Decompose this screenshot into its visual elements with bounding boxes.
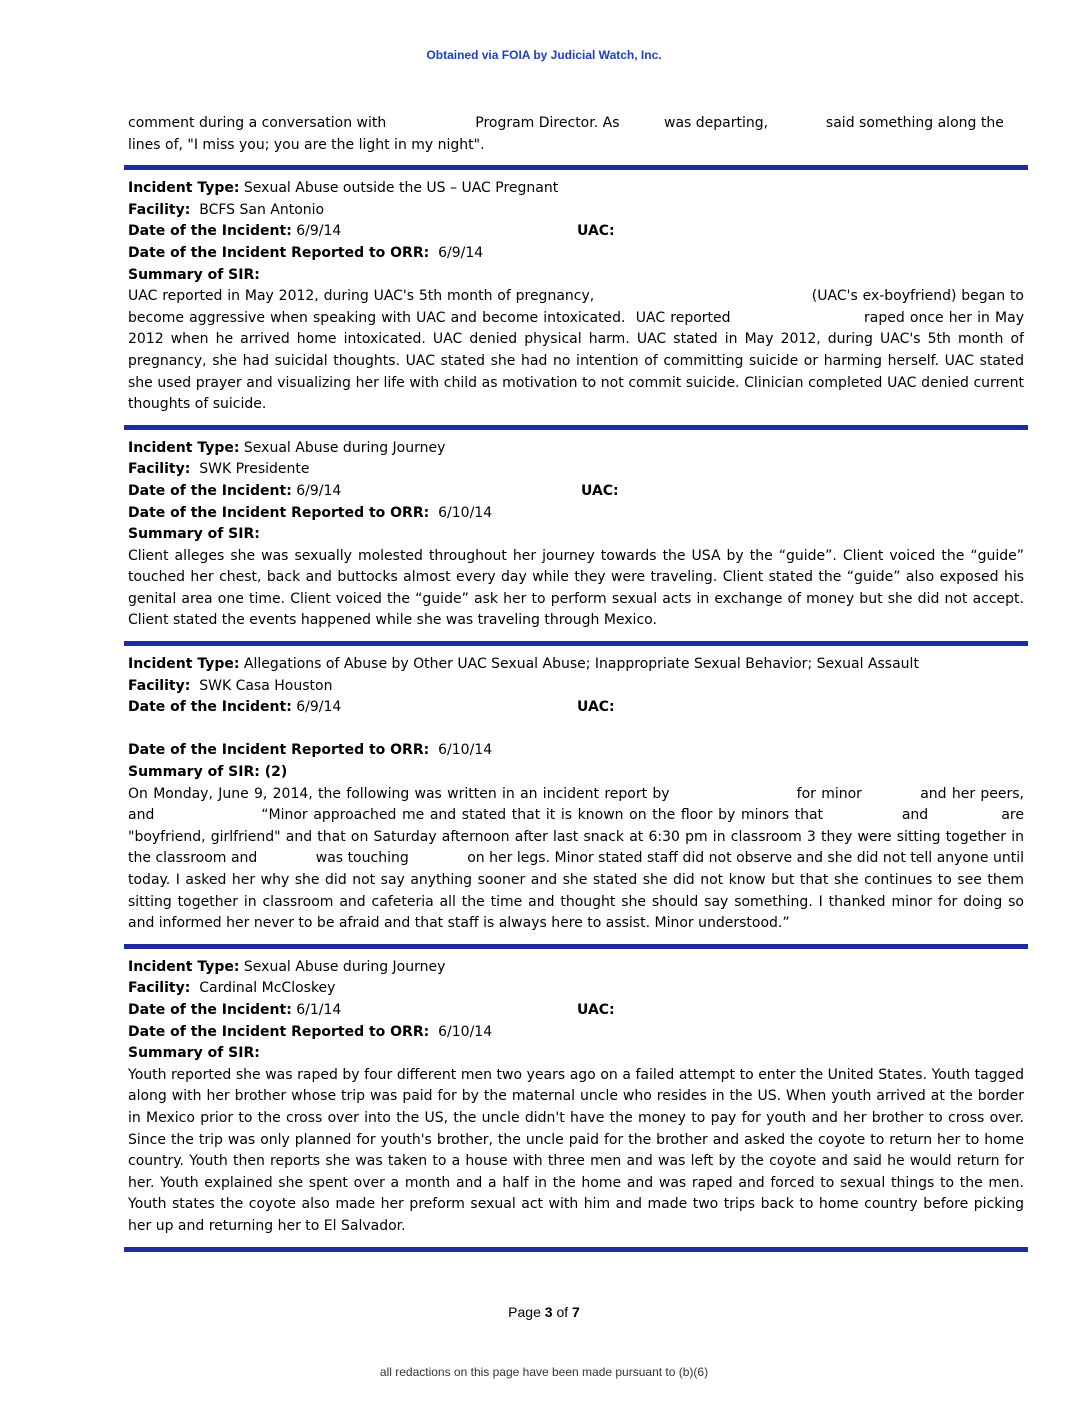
uac-label: UAC: — [581, 482, 619, 499]
facility-row — [128, 459, 1024, 481]
date-reported-value: 6/10/14 — [438, 742, 493, 759]
incident-type-value: Sexual Abuse during Journey — [243, 439, 446, 456]
facility-label: Facility: — [128, 461, 191, 478]
date-reported-value: 6/9/14 — [438, 244, 484, 261]
facility-label: Facility: — [128, 980, 191, 997]
page-footer — [0, 1304, 1088, 1320]
facility-value: BCFS San Antonio — [199, 201, 325, 218]
date-reported-label: Date of the Incident Reported to ORR: — [128, 742, 430, 759]
facility-value: SWK Casa Houston — [199, 677, 333, 694]
section-divider — [124, 944, 1028, 949]
facility-label: Facility: — [128, 677, 191, 694]
date-reported-row — [128, 1022, 1024, 1044]
date-incident-row — [128, 221, 1024, 243]
incident-type-value: Sexual Abuse during Journey — [243, 958, 446, 975]
section-divider — [124, 165, 1028, 170]
date-reported-row — [128, 503, 1024, 525]
facility-row — [128, 978, 1024, 1000]
date-incident-label: Date of the Incident: — [128, 482, 292, 499]
facility-label: Facility: — [128, 201, 191, 218]
incident-type-value: Allegations of Abuse by Other UAC Sexual Abuse; Inappropriate Sexual Behavior; Sexual Assault — [243, 656, 919, 673]
summary-text: UAC reported in May 2012, during UAC's 5th month of pregnancy, (UAC's ex-boyfriend) began to become aggressive when speaking with UAC and become intoxicated. UAC reported raped once her in May 2012 when he arrived home intoxicated. UAC denied physical harm. UAC stated in May 2012, during UAC's 5th month of pregnancy, she had suicidal thoughts. UAC stated she had no intention of committing suicide or harming herself. UAC stated she used prayer and visualizing her life with child as motivation to not commit suicide. Clinician completed UAC denied current thoughts of suicide. — [128, 288, 1029, 413]
date-reported-label: Date of the Incident Reported to ORR: — [128, 504, 430, 521]
summary-label: Summary of SIR: (2) — [128, 764, 288, 781]
date-reported-value: 6/10/14 — [438, 504, 493, 521]
incident-block — [128, 957, 1024, 1238]
incident-type-label: Incident Type: — [128, 439, 240, 456]
incident-type-row — [128, 957, 1024, 979]
incident-type-row — [128, 178, 1024, 200]
facility-value: Cardinal McCloskey — [199, 980, 336, 997]
incident-type-row — [128, 438, 1024, 460]
date-incident-value: 6/1/14 — [296, 1001, 342, 1018]
foia-header: Obtained via FOIA by Judicial Watch, Inc. — [426, 48, 662, 62]
incident-block — [128, 178, 1029, 416]
page-total: 7 — [572, 1304, 580, 1320]
incident-type-label: Incident Type: — [128, 180, 240, 197]
date-incident-row — [128, 481, 1024, 503]
incident-block — [128, 654, 1087, 935]
page-number: 3 — [544, 1304, 553, 1320]
uac-label: UAC: — [577, 1001, 615, 1018]
date-incident-label: Date of the Incident: — [128, 223, 292, 240]
incident-type-label: Incident Type: — [128, 656, 240, 673]
facility-row — [128, 200, 1024, 222]
date-incident-value: 6/9/14 — [296, 699, 342, 716]
summary-text: Youth reported she was raped by four different men two years ago on a failed attempt to enter the United States. Youth tagged along with her brother whose trip was paid for by the maternal uncle who resides in the US. When youth arrived at the border in Mexico prior to the cross over into the US, the uncle didn't have the money to pay for youth and her brother to cross over. Since the trip was only planned for youth's brother, the uncle paid for the brother and asked the coyote to return her to home country. Youth then reports she was taken to a house with three men and was left by the coyote and said he would return for her. Youth explained she spent over a month and a half in the home and was raped and forced to sexual things to the men. Youth states the coyote also made her preform sexual act with him and made two trips back to home country before picking her up and returning her to El Salvador. — [128, 1066, 1024, 1234]
date-reported-row — [128, 740, 1024, 762]
uac-label: UAC: — [577, 699, 615, 716]
date-incident-value: 6/9/14 — [296, 223, 342, 240]
redaction-note: all redactions on this page have been made pursuant to (b)(6) — [379, 1365, 709, 1379]
incident-type-row — [128, 654, 1024, 676]
section-divider — [124, 641, 1028, 646]
facility-row — [128, 676, 1024, 698]
facility-value: SWK Presidente — [199, 461, 310, 478]
incident-type-value: Sexual Abuse outside the US – UAC Pregnant — [243, 180, 559, 197]
date-reported-row — [128, 243, 1024, 265]
intro-paragraph: comment during a conversation with Program Director. As was departing, said something along the lines of, "I miss you; you are the light in my night". — [128, 115, 1009, 153]
date-incident-row — [128, 1000, 1024, 1022]
summary-label: Summary of SIR: — [128, 1045, 260, 1062]
section-divider — [124, 425, 1028, 430]
summary-text: Client alleges she was sexually molested throughout her journey towards the USA by the “guide”. Client voiced the “guide” touched her chest, back and buttocks almost every day while they were traveling. Client stated the “guide” also exposed his genital area one time. Client voiced the “guide” ask her to perform sexual acts in exchange of money but she did not accept. Client stated the events happened while she was traveling through Mexico. — [128, 547, 1024, 629]
date-incident-label: Date of the Incident: — [128, 1001, 292, 1018]
date-reported-label: Date of the Incident Reported to ORR: — [128, 1023, 430, 1040]
document-body — [128, 113, 1087, 1260]
section-divider — [124, 1247, 1028, 1252]
incident-block — [128, 438, 1024, 632]
date-reported-label: Date of the Incident Reported to ORR: — [128, 244, 430, 261]
date-incident-label: Date of the Incident: — [128, 699, 292, 716]
date-reported-value: 6/10/14 — [438, 1023, 493, 1040]
date-incident-row — [128, 697, 1024, 719]
summary-label: Summary of SIR: — [128, 526, 260, 543]
date-incident-value: 6/9/14 — [296, 482, 342, 499]
summary-text: On Monday, June 9, 2014, the following was written in an incident report by for minor and her peers, and “Minor approached me and stated that it is known on the floor by minors that and are "boyfriend, girlfriend" and that on Saturday afternoon after last snack at 6:30 pm in classroom 3 they were sitting together in the classroom and was touching on her legs. Minor stated staff did not observe and she did not tell anyone until today. I asked her why she did not say anything sooner and she stated she did not know but that she continues to see them sitting together in classroom and cafeteria all the time and thought she should say something. I thanked minor for doing so and informed her never to be afraid and that staff is always here to assist. Minor understood.” — [128, 785, 1087, 932]
uac-label: UAC: — [577, 223, 615, 240]
of-word: of — [556, 1304, 569, 1320]
incident-type-label: Incident Type: — [128, 958, 240, 975]
page-word: Page — [508, 1304, 541, 1320]
summary-label: Summary of SIR: — [128, 266, 260, 283]
